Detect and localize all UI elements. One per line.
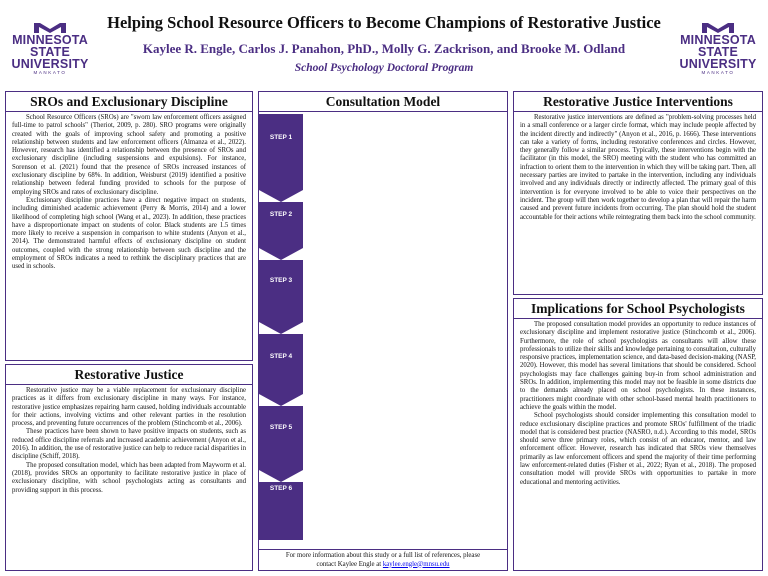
paragraph: Exclusionary discipline practices have a direct negative impact on students, including diminished academic achievement (Perry & Morris, 2014) and a lower likelihood of completing high school (Wang et al., 2023). In addition, these practices have a disproportionate impact on students of color. Black students are 1.5 times more likely to receive a suspension in comparison to white students (Anyon et al., 2014). The demonstrated harmful effects of exclusionary discipline on student outcomes, coupled with the strong relationship between such discipline and the employment of SROs indicates a need to rethink the disciplinary practices that are used in schools. bbox=[12, 196, 246, 271]
section-sros bbox=[5, 91, 253, 361]
paragraph: Restorative justice may be a viable replacement for exclusionary discipline practices as it differs from exclusionary discipline in many ways. For instance, restorative justice emphasizes repairing harm caused, holding individuals accountable for their actions, involving victims and other relevant parties in the resolution process, and preventing future occurrences of the problem (Stinchcomb et al., 2006). bbox=[12, 387, 246, 428]
logo-line3: MANKATO bbox=[33, 70, 67, 75]
step-arrow bbox=[259, 322, 303, 334]
section-body bbox=[514, 112, 762, 222]
paragraph: The proposed consultation model provides an opportunity to reduce instances of exclusionary discipline and implement restorative justice (Stinchcomb et al., 2006). Furthermore, the role of school psychologists as consultants will allow these professionals to utilize their skills and knowledge pertaining to consultation, culturally responsive practices, implementation science, and data-based decision-making (NASP, 2020). However, this model has several limitations that should be considered. School psychologists may face challenges gaining buy-in from school administration and SROs. In addition, implementing this model may not be feasible in some districts due to the demands already placed on school psychologists. In these instances, practitioners might coordinate with other school-based mental health practitioners to achieve the goals within the model. bbox=[520, 321, 756, 411]
step-1-strip bbox=[259, 114, 303, 190]
contact-line2 bbox=[259, 561, 507, 570]
contact-text: contact Kaylee Engle at bbox=[316, 560, 382, 568]
divider bbox=[259, 549, 507, 550]
logo-line3: MANKATO bbox=[701, 70, 735, 75]
poster-title: Helping School Resource Officers to Become Champions of Restorative Justice bbox=[107, 13, 661, 32]
step-5-strip bbox=[259, 406, 303, 470]
section-restorative-justice bbox=[5, 364, 253, 571]
poster-authors: Kaylee R. Engle, Carlos J. Panahon, PhD., Molly G. Zackrison, and Brooke M. Odland bbox=[142, 41, 626, 56]
section-heading: Restorative Justice bbox=[6, 365, 252, 385]
step-arrow bbox=[259, 470, 303, 482]
university-logo-left bbox=[6, 21, 94, 75]
paragraph: Restorative justice interventions are defined as "problem-solving processes held in a small conference or a larger circle format, which may include people affected by the incident directly and indirectly" (Anyon et al., 2016, p. 1666). These interventions can take a variety of forms, including restorative conferences and circles. However, they generally follow a similar process. Typically, these interventions begin with the facilitator (in this model, the SRO) meeting with the student who has committed an infraction to orient them to the intervention in which they will be taking part. Then, all necessary parties are invited to partake in the intervention, including any individuals involved and any individuals directly or indirectly affected. The primary goal of this intervention is for everyone involved to be able to voice their perspectives on the incident. The group will then work together to develop a plan that will repair the harm caused and prevent future incidents from occurring. The plan should hold the student accountable for their actions while reintegrating them back into the school community. bbox=[520, 114, 756, 221]
paragraph: The proposed consultation model, which has been adapted from Mayworm et al. (2018), provides SROs an opportunity to facilitate restorative justice in place of exclusionary discipline, with school psychologists acting as consultants and providing support in this process. bbox=[12, 461, 246, 494]
poster-program: School Psychology Doctoral Program bbox=[294, 62, 474, 74]
step-arrow bbox=[259, 190, 303, 202]
section-heading: Consultation Model bbox=[259, 92, 507, 112]
university-logo-right bbox=[674, 21, 762, 75]
step-3-label: STEP 3 bbox=[269, 277, 293, 284]
contact-text: For more information about this study or a full list of references, please bbox=[285, 552, 481, 559]
section-restorative-justice-interventions bbox=[513, 91, 763, 295]
step-4-strip bbox=[259, 334, 303, 394]
step-arrow bbox=[259, 394, 303, 406]
section-heading: SROs and Exclusionary Discipline bbox=[6, 92, 252, 112]
step-3-strip bbox=[259, 260, 303, 322]
section-body bbox=[6, 385, 252, 495]
step-5-label: STEP 5 bbox=[269, 424, 293, 431]
paragraph: These practices have been shown to have positive impacts on students, such as reduced office discipline referrals and increased academic achievement (Anyon et al., 2016). In addition, the use of restorative justice can help to reduce racial disparities in discipline (Schiff, 2018). bbox=[12, 428, 246, 461]
contact-info bbox=[259, 552, 507, 569]
logo-line2: UNIVERSITY bbox=[11, 57, 89, 71]
step-arrow bbox=[259, 248, 303, 260]
step-2-strip bbox=[259, 202, 303, 248]
paragraph: School psychologists should consider implementing this consultation model to reduce exclusionary discipline practices and promote SROs' fulfillment of the triadic model that is considered best practice (NASRO, n.d.). According to this model, SROs should serve three primary roles, which consist of an educator, mentor, and law enforcement officer. However, research has indicated that SROs view themselves primarily as law enforcement officers and spend the majority of their time performing law enforcement-related duties (Fisher et al., 2022; Ryan et al., 2018). The proposed consultation model will provide SROs with opportunities to partake in more educational and mentoring activities. bbox=[520, 412, 756, 486]
section-body bbox=[514, 319, 762, 487]
logo-line1: MINNESOTA STATE bbox=[12, 33, 88, 59]
logo-line1: MINNESOTA STATE bbox=[680, 33, 756, 59]
logo-line2: UNIVERSITY bbox=[679, 57, 757, 71]
section-heading: Implications for School Psychologists bbox=[514, 299, 762, 319]
section-consultation-model bbox=[258, 91, 508, 571]
step-6-label: STEP 6 bbox=[269, 485, 293, 492]
paragraph: School Resource Officers (SROs) are "sworn law enforcement officers assigned full-time to patrol schools" (Theriot, 2009, p. 280). SRO programs were originally created with the goals of improving school safety and promoting a positive relationship between students and law enforcement officers (Almanza et al., 2022). However, research has identified a relationship between the presence of SROs and exclusionary discipline (including suspensions and expulsions). For instance, Sorenson et al. (2021) found that the presence of SROs increased instances of exclusionary discipline by 68%. In addition, Weisburst (2019) identified a positive relationship between federal funding provided to schools for the purpose of employing SROs and rates of exclusionary discipline. bbox=[12, 114, 246, 196]
section-implications bbox=[513, 298, 763, 571]
section-body bbox=[6, 112, 252, 272]
step-4-label: STEP 4 bbox=[269, 353, 293, 360]
step-1-label: STEP 1 bbox=[269, 134, 293, 141]
contact-email-link[interactable]: kaylee.engle@mnsu.edu bbox=[382, 560, 450, 568]
step-2-label: STEP 2 bbox=[269, 211, 293, 218]
section-heading: Restorative Justice Interventions bbox=[514, 92, 762, 112]
